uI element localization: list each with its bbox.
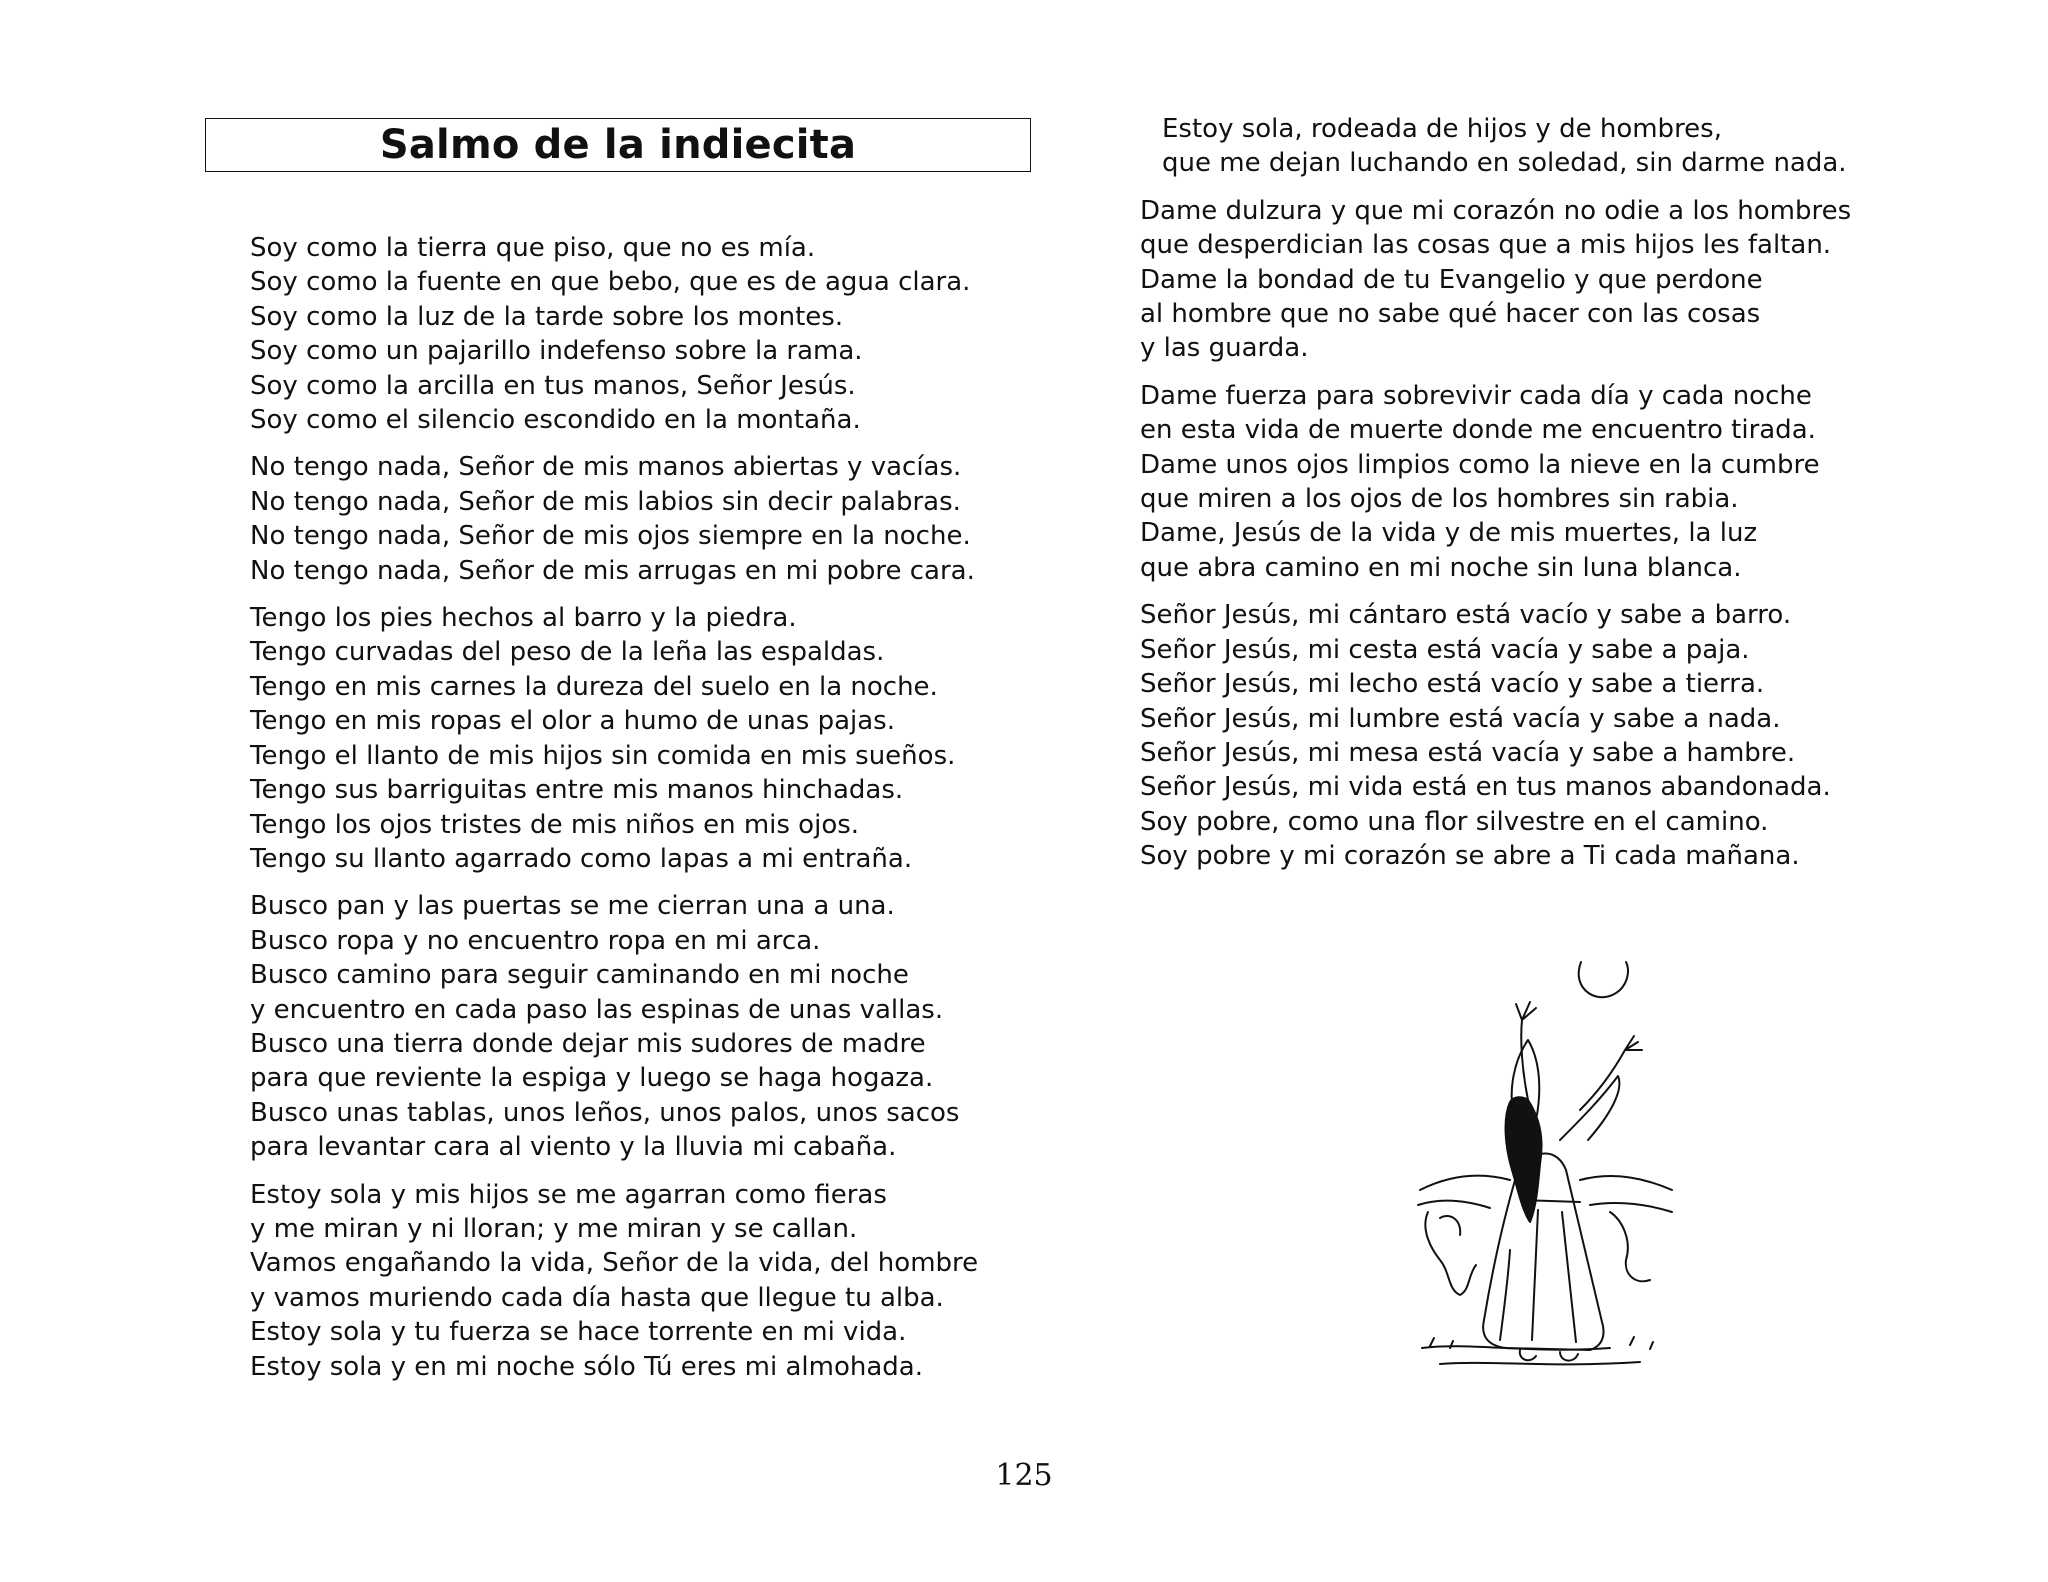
verse-line: Dame dulzura y que mi corazón no odie a los hombres (1140, 195, 1852, 226)
verse-line: Señor Jesús, mi lecho está vacío y sabe a tierra. (1140, 669, 1765, 700)
verse-line: que me dejan luchando en soledad, sin darme nada. (1162, 148, 1847, 179)
hill-line (1420, 1176, 1510, 1190)
verse-line: Estoy sola, rodeada de hijos y de hombres, (1162, 114, 1722, 144)
stanza (1140, 112, 1940, 181)
page-title: Salmo de la indiecita (379, 122, 857, 168)
verse-line: Busco pan y las puertas se me cierran una a una. (250, 891, 895, 922)
verse-line: Busco camino para seguir caminando en mi noche (250, 960, 909, 991)
verse-line: Vamos engañando la vida, Señor de la vida, del hombre (250, 1248, 979, 1279)
verse-line: Señor Jesús, mi cesta está vacía y sabe a paja. (1140, 634, 1750, 665)
verse-line: Soy pobre y mi corazón se abre a Ti cada mañana. (1140, 841, 1800, 872)
shrub (1440, 1216, 1460, 1235)
verse-line: para levantar cara al viento y la lluvia mi cabaña. (250, 1132, 897, 1163)
verse-line: y encuentro en cada paso las espinas de unas vallas. (250, 994, 944, 1025)
verse-line: Estoy sola y en mi noche sólo Tú eres mi almohada. (250, 1351, 923, 1382)
verse-line: Dame unos ojos limpios como la nieve en la cumbre (1140, 449, 1820, 480)
verse-line: Señor Jesús, mi lumbre está vacía y sabe a nada. (1140, 703, 1781, 734)
moon-icon (1579, 962, 1628, 997)
verse-line: Busco ropa y no encuentro ropa en mi arca. (250, 925, 821, 956)
verse-line: Señor Jesús, mi mesa está vacía y sabe a hambre. (1140, 737, 1796, 768)
feet (1520, 1350, 1578, 1361)
verse-line: y me miran y ni lloran; y me miran y se callan. (250, 1213, 858, 1244)
hill-line (1580, 1176, 1672, 1190)
verse-line: Soy como la fuente en que bebo, que es de agua clara. (250, 267, 971, 298)
verse-line: Soy pobre, como una flor silvestre en el camino. (1140, 806, 1769, 837)
verse-line: Estoy sola y tu fuerza se hace torrente en mi vida. (250, 1317, 907, 1348)
verse-line: Tengo en mis ropas el olor a humo de unas pajas. (250, 706, 895, 737)
verse-line: que miren a los ojos de los hombres sin rabia. (1140, 484, 1739, 515)
verse-line: Tengo curvadas del peso de la leña las espaldas. (250, 637, 885, 668)
sleeve (1560, 1076, 1619, 1140)
verse-line: y las guarda. (1140, 333, 1309, 364)
verse-line: Soy como la luz de la tarde sobre los montes. (250, 301, 844, 332)
verse-line: No tengo nada, Señor de mis arrugas en mi pobre cara. (250, 555, 975, 586)
hill-line (1590, 1203, 1672, 1212)
dress (1483, 1153, 1603, 1350)
stanza (250, 1178, 1050, 1384)
verse-line: Busco una tierra donde dejar mis sudores de madre (250, 1028, 926, 1059)
verse-line: Tengo los pies hechos al barro y la piedra. (250, 603, 797, 634)
verse-line: Tengo en mis carnes la dureza del suelo en la noche. (250, 671, 938, 702)
stanza (250, 601, 1050, 876)
verse-line: Señor Jesús, mi cántaro está vacío y sabe a barro. (1140, 600, 1792, 631)
verse-line: No tengo nada, Señor de mis manos abiertas y vacías. (250, 452, 962, 483)
stanza (1140, 598, 1940, 873)
stanza (250, 889, 1050, 1164)
verse-line: Estoy sola y mis hijos se me agarran como fieras (250, 1179, 887, 1210)
right-column (1140, 112, 1940, 887)
verse-line: Dame, Jesús de la vida y de mis muertes, la luz (1140, 518, 1758, 549)
verse-line: al hombre que no sabe qué hacer con las cosas (1140, 299, 1761, 330)
stanza (250, 231, 1050, 437)
dress-fold (1500, 1250, 1510, 1340)
verse-line: Soy como un pajarillo indefenso sobre la rama. (250, 336, 863, 367)
verse-line: que desperdician las cosas que a mis hijos les faltan. (1140, 230, 1832, 261)
verse-line: Señor Jesús, mi vida está en tus manos abandonada. (1140, 772, 1831, 803)
verse-line: Tengo los ojos tristes de mis niños en mis ojos. (250, 809, 860, 840)
verse-line: No tengo nada, Señor de mis labios sin decir palabras. (250, 486, 961, 517)
verse-line: Tengo el llanto de mis hijos sin comida en mis sueños. (250, 740, 956, 771)
hill-line (1418, 1201, 1490, 1208)
verse-line: Busco unas tablas, unos leños, unos palos, unos sacos (250, 1097, 960, 1128)
verse-line: Soy como la tierra que piso, que no es mía. (250, 233, 816, 263)
verse-line: Soy como la arcilla en tus manos, Señor Jesús. (250, 370, 856, 401)
verse-line: y vamos muriendo cada día hasta que llegue tu alba. (250, 1282, 944, 1313)
ground-line (1440, 1362, 1640, 1364)
verse-line: Dame la bondad de tu Evangelio y que perdone (1140, 264, 1763, 295)
dress-fold (1532, 1210, 1538, 1340)
verse-line: Tengo su llanto agarrado como lapas a mi entraña. (250, 843, 913, 874)
page-number: 125 (995, 1458, 1053, 1493)
verse-line: que abra camino en mi noche sin luna blanca. (1140, 552, 1742, 583)
verse-line: en esta vida de muerte donde me encuentro tirada. (1140, 415, 1816, 446)
shrub (1610, 1212, 1650, 1281)
dress-fold (1562, 1212, 1576, 1342)
stanza (1140, 194, 1940, 366)
verse-line: No tengo nada, Señor de mis ojos siempre en la noche. (250, 521, 971, 552)
left-column (250, 231, 1050, 1397)
verse-line: Tengo sus barriguitas entre mis manos hinchadas. (250, 775, 904, 806)
verse-line: para que reviente la espiga y luego se haga hogaza. (250, 1063, 934, 1094)
hair (1506, 1097, 1542, 1222)
title-box (205, 118, 1031, 172)
shrub (1425, 1212, 1476, 1295)
stanza (1140, 379, 1940, 585)
verse-line: Dame fuerza para sobrevivir cada día y cada noche (1140, 380, 1812, 411)
arm (1580, 1036, 1642, 1110)
woman-raising-hands-to-moon-icon (1410, 950, 1680, 1390)
stanza (250, 450, 1050, 588)
verse-line: Soy como el silencio escondido en la montaña. (250, 405, 861, 436)
